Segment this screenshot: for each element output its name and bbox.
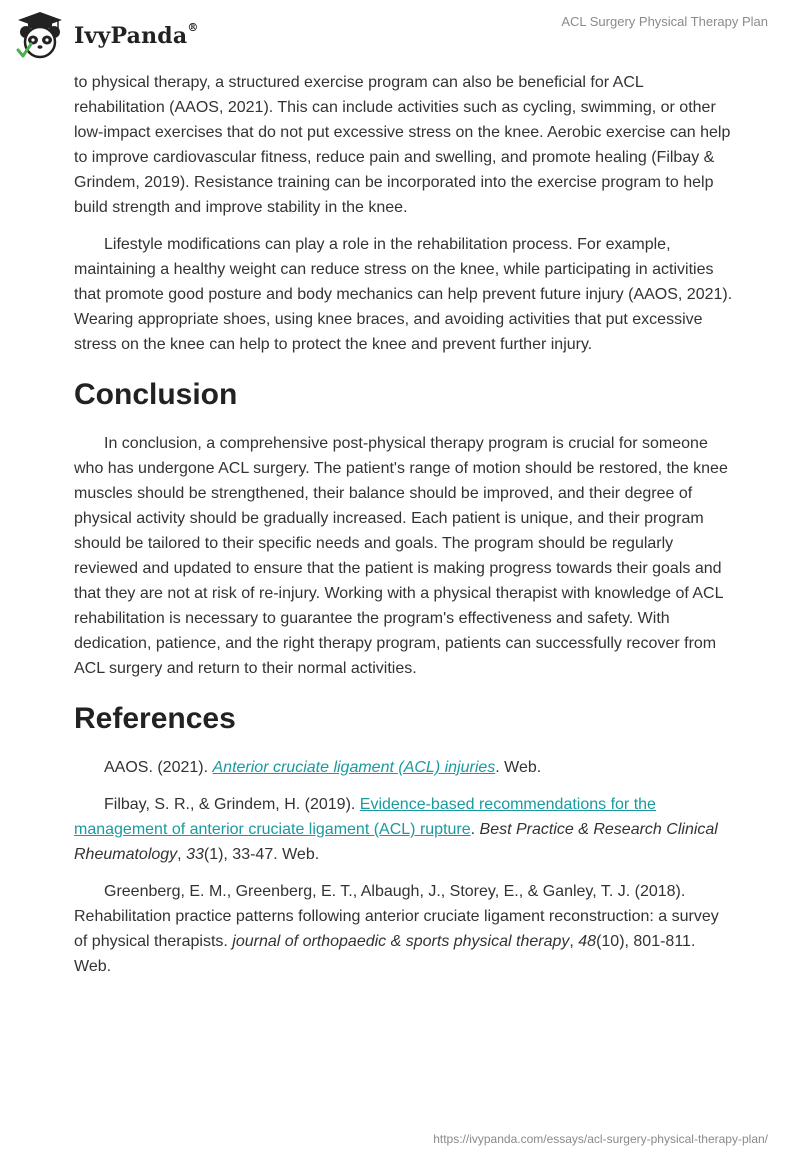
panda-logo-icon: [14, 10, 66, 60]
brand-logo[interactable]: [14, 10, 199, 60]
reference-link[interactable]: Evidence-based recommendations for the management of anterior cruciate ligament (ACL) rupture: [74, 796, 656, 838]
reference-item: AAOS. (2021). Anterior cruciate ligament (ACL) injuries. Web.: [104, 759, 542, 776]
section-heading-conclusion: Conclusion: [74, 378, 238, 411]
conclusion-paragraph: In conclusion, a comprehensive post-physical therapy program is crucial for someone who has undergone ACL surgery. The patient's range of motion should be restored, the knee muscles should be strengthened, their balance should be improved, and their degree of physical activity should be gradually increased. Each patient is unique, and their program should be tailored to their specific needs and goals. The program should be regularly reviewed and updated to ensure that the patient is making progress towards their goals and that they are not at risk of re-injury. Working with a physical therapist with knowledge of ACL rehabilitation is necessary to guarantee the program's effectiveness and safety. With dedication, patience, and the right therapy program, patients can successfully recover from ACL surgery and return to their normal activities.: [74, 435, 728, 677]
essay-content: [74, 70, 734, 979]
section-heading-references: References: [74, 702, 236, 735]
page-header: [0, 0, 800, 70]
brand-name: IvyPanda®: [74, 21, 199, 49]
reference-item: Greenberg, E. M., Greenberg, E. T., Albaugh, J., Storey, E., & Ganley, T. J. (2018). Rehabilitation practice patterns following anterior cruciate ligament reconstruction: a survey of physical therapists. journal of orthopaedic & sports physical therapy, 48(10), 801-811. Web.: [74, 883, 719, 975]
document-title: ACL Surgery Physical Therapy Plan: [561, 14, 768, 29]
body-paragraph: Lifestyle modifications can play a role in the rehabilitation process. For example, maintaining a healthy weight can reduce stress on the knee, while participating in activities that promote good posture and body mechanics can help prevent future injury (AAOS, 2021). Wearing appropriate shoes, using knee braces, and avoiding activities that put excessive stress on the knee can help to protect the knee and prevent further injury.: [74, 236, 733, 353]
source-url: https://ivypanda.com/essays/acl-surgery-physical-therapy-plan/: [433, 1132, 768, 1146]
body-paragraph: to physical therapy, a structured exercise program can also be beneficial for ACL rehabilitation (AAOS, 2021). This can include activities such as cycling, swimming, or other low-impact exercises that do not put excessive stress on the knee. Aerobic exercise can help to improve cardiovascular fitness, reduce pain and swelling, and promote healing (Filbay & Grindem, 2019). Resistance training can be incorporated into the exercise program to help build strength and improve stability in the knee.: [74, 74, 731, 216]
reference-item: Filbay, S. R., & Grindem, H. (2019). Evidence-based recommendations for the management of anterior cruciate ligament (ACL) rupture. Best Practice & Research Clinical Rheumatology, 33(1), 33-47. Web.: [74, 796, 718, 863]
reference-link[interactable]: Anterior cruciate ligament (ACL) injuries: [212, 759, 496, 776]
